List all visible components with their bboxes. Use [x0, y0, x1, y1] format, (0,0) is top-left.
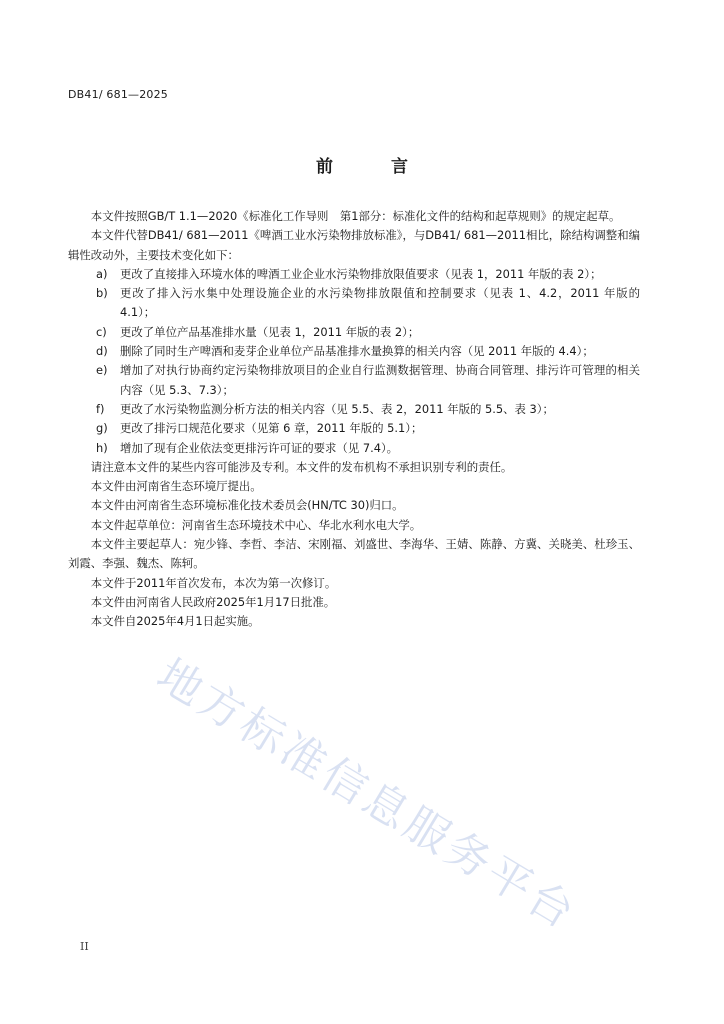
paragraph-centralizer: 本文件由河南省生态环境标准化技术委员会(HN/TC 30)归口。	[90, 498, 404, 513]
foreword-body	[68, 207, 640, 632]
list-item	[68, 400, 640, 419]
list-item-text: 删除了同时生产啤酒和麦芽企业单位产品基准排水量换算的相关内容（见 2011 年版的 4.4）；	[120, 344, 594, 359]
list-item-text: 更改了水污染物监测分析方法的相关内容（见 5.5、表 2，2011 年版的 5.5、表 3）；	[120, 401, 554, 416]
list-item-text: 增加了对执行协商约定污染物排放项目的企业自行监测数据管理、协商合同管理、排污许可管理的相关内容（见 5.3、7.3）；	[120, 363, 640, 397]
paragraph-effective-date: 本文件自2025年4月1日起实施。	[90, 614, 260, 629]
paragraph-drafting-units: 本文件起草单位：河南省生态环境技术中心、华北水利水电大学。	[90, 517, 422, 532]
list-marker: d)	[96, 344, 108, 359]
list-item	[68, 361, 640, 400]
list-item-text: 更改了单位产品基准排水量（见表 1，2011 年版的表 2）；	[120, 324, 420, 339]
list-marker: e)	[96, 363, 108, 378]
list-item	[68, 439, 640, 458]
document-code: DB41/ 681—2025	[68, 88, 169, 101]
list-item	[68, 342, 640, 361]
list-marker: c)	[96, 324, 107, 339]
list-marker: f)	[96, 401, 105, 416]
paragraph-drafting-basis: 本文件按照GB/T 1.1—2020《标准化工作导则 第1部分：标准化文件的结构和起草规则》的规定起草。	[90, 209, 621, 223]
paragraph-approval: 本文件由河南省人民政府2025年1月17日批准。	[90, 594, 336, 609]
paragraph-proposer: 本文件由河南省生态环境厅提出。	[90, 479, 262, 494]
list-marker: a)	[96, 266, 108, 281]
watermark: 地方标准信息服务平台	[148, 649, 586, 941]
list-item-text: 增加了现有企业依法变更排污许可证的要求（见 7.4）。	[120, 440, 399, 455]
list-marker: b)	[96, 286, 108, 301]
list-marker: h)	[96, 440, 108, 455]
list-item	[68, 419, 640, 438]
page-number: II	[80, 940, 89, 953]
list-item	[68, 265, 640, 284]
paragraph-replacement: 本文件代替DB41/ 681—2011《啤酒工业水污染物排放标准》，与DB41/ 681—2011相比，除结构调整和编辑性改动外，主要技术变化如下：	[68, 228, 640, 262]
list-item-text: 更改了排污口规范化要求（见第 6 章，2011 年版的 5.1）；	[120, 421, 423, 436]
paragraph-patent-notice: 请注意本文件的某些内容可能涉及专利。本文件的发布机构不承担识别专利的责任。	[90, 459, 513, 474]
list-item	[68, 284, 640, 323]
list-item-text: 更改了排入污水集中处理设施企业的水污染物排放限值和控制要求（见表 1、4.2，2011 年版的 4.1）；	[120, 286, 640, 320]
list-marker: g)	[96, 421, 108, 436]
paragraph-drafters: 本文件主要起草人：宛少锋、李哲、李洁、宋刚福、刘盛世、李海华、王婧、陈静、方冀、关晓美、杜珍玉、刘霞、李强、魏杰、陈轲。	[68, 537, 640, 571]
page-title: 前 言	[316, 157, 434, 177]
list-item-text: 更改了直接排入环境水体的啤酒工业企业水污染物排放限值要求（见表 1，2011 年版的表 2）；	[120, 266, 602, 281]
list-item	[68, 323, 640, 342]
paragraph-first-issue: 本文件于2011年首次发布，本次为第一次修订。	[90, 575, 337, 590]
